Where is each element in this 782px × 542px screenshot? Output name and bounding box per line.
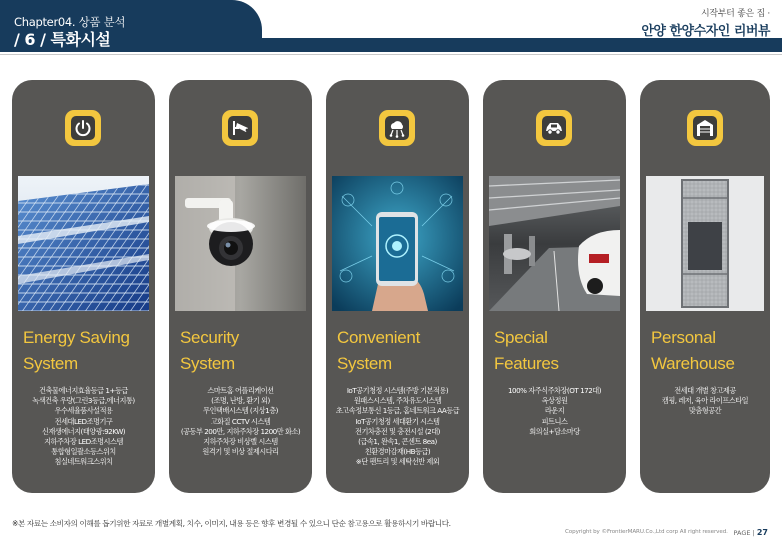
brand-name: 안양 한양수자인 리버뷰 <box>641 24 770 39</box>
card-security-system <box>169 80 312 493</box>
page-label: PAGE | <box>733 529 755 537</box>
list-item: 캠핑, 레저, 육아 라이프스타일 <box>661 396 749 406</box>
card-title: Convenient System <box>337 328 421 373</box>
list-item: 건축물에너지효율등급 1+등급 <box>39 386 128 395</box>
card-convenient-system <box>326 80 469 493</box>
feature-list <box>16 386 151 468</box>
list-item: IoT공기청정 시스템(주방 기본적용) <box>346 386 449 395</box>
parking-garage-photo <box>489 176 620 311</box>
list-item: 통합형일괄소등스위치 <box>51 447 116 457</box>
security-camera-photo <box>175 176 306 311</box>
header-bar <box>0 38 782 52</box>
page-number: 27 <box>756 528 768 537</box>
storage-cage-photo <box>646 176 764 311</box>
list-item: 친환경마감재(HB등급) <box>364 447 431 457</box>
feature-list <box>644 386 766 417</box>
solar-panels-photo <box>18 176 149 311</box>
card-title: Personal Warehouse <box>651 328 735 373</box>
list-item: 원격기 및 비상 절제시다리 <box>202 447 279 457</box>
brand-subtitle: 시작부터 좋은 집 · <box>700 9 770 19</box>
list-item: (조명, 난방, 환기 외) <box>211 396 270 406</box>
car-icon <box>536 110 572 146</box>
list-item: 맞춤형공간 <box>688 406 722 416</box>
card-title: Special Features <box>494 328 559 373</box>
list-item: 전세대 개별 창고제공 <box>674 386 736 395</box>
list-item: 회의실+담소마당 <box>529 426 580 436</box>
list-item: IoT공기청정 세대환기 시스템 <box>355 416 440 426</box>
cloud-network-icon <box>379 110 415 146</box>
card-title: Energy Saving System <box>23 328 130 373</box>
list-item: 옥상정원 <box>541 396 568 406</box>
list-item: 침실네트워크스위치 <box>54 457 113 467</box>
list-item: ※단 팬트리 및 세탁선반 제외 <box>355 457 440 467</box>
list-item: 원패스시스템, 주차유도시스템 <box>353 396 442 406</box>
list-item: 피트니스 <box>541 416 568 426</box>
page-indicator <box>734 528 768 537</box>
list-item: (공동부 200만, 지하주차장 1200만 화소) <box>180 426 301 436</box>
card-title: Security System <box>180 328 240 373</box>
feature-list <box>487 386 622 437</box>
card-energy-saving <box>12 80 155 493</box>
list-item: 스마트홈 어플리케이션 <box>207 386 274 395</box>
disclaimer-note: ※본 자료는 소비자의 이해를 돕기위한 자료로 개별계획, 치수, 이미지, 내용 등은 향후 변경될 수 있으니 단순 참고용으로 활용하시기 바랍니다. <box>12 519 451 528</box>
chapter-label: Chapter04. 상품 분석 <box>14 15 126 29</box>
copyright: Copyright by ©FrontierMARU.Co.,Ltd corp All right reserved. <box>565 529 728 535</box>
list-item: 신재생에너지(태양광:92KW) <box>41 426 126 436</box>
power-icon <box>65 110 101 146</box>
list-item: 100% 자주식주차장(OT 172대) <box>507 386 602 395</box>
list-item: 무인택배시스템 (지상1층) <box>203 406 278 416</box>
feature-list <box>173 386 308 457</box>
list-item: (급속1, 완속1, 콘센트 8ea) <box>358 437 437 447</box>
warehouse-icon <box>687 110 723 146</box>
list-item: 고화질 CCTV 시스템 <box>210 416 271 426</box>
list-item: 초고속정보통신 1등급, 홈네트워크 AA등급 <box>335 406 460 416</box>
list-item: 지하주차장 비상벨 시스템 <box>203 437 278 447</box>
header-divider <box>0 54 782 55</box>
page-title: / 6 / 특화시설 <box>14 30 111 49</box>
list-item: 라운지 <box>544 406 565 416</box>
card-special-features <box>483 80 626 493</box>
list-item: 녹색건축 우량(그린3등급,에너지통) <box>32 396 135 406</box>
list-item: 지하주차장 LED조명시스템 <box>44 437 123 447</box>
smart-home-phone-photo <box>332 176 463 311</box>
list-item: 전세대LED조명기구 <box>54 416 113 426</box>
card-personal-warehouse <box>640 80 770 493</box>
cctv-icon <box>222 110 258 146</box>
header-brand-block <box>641 6 770 39</box>
feature-list <box>330 386 465 468</box>
feature-cards <box>12 80 770 493</box>
list-item: 전기차충전 및 충전시설 (2대) <box>355 426 440 436</box>
list-item: 우수세율품사설적용 <box>54 406 113 416</box>
